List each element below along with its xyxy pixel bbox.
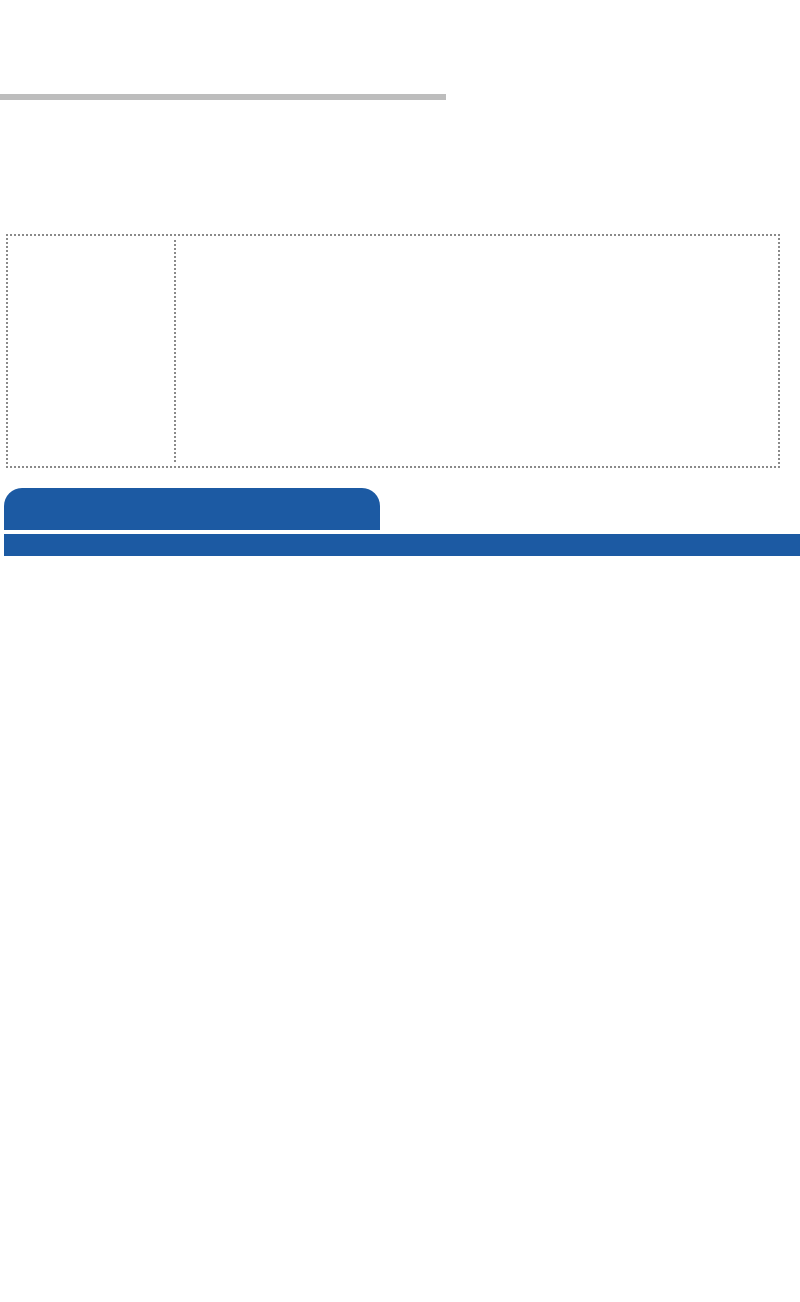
table-header-bar bbox=[4, 534, 800, 556]
section-tab-united-states bbox=[4, 488, 380, 530]
legend-divider bbox=[174, 240, 176, 462]
brand-underline bbox=[0, 94, 446, 100]
legend-box bbox=[6, 234, 780, 468]
